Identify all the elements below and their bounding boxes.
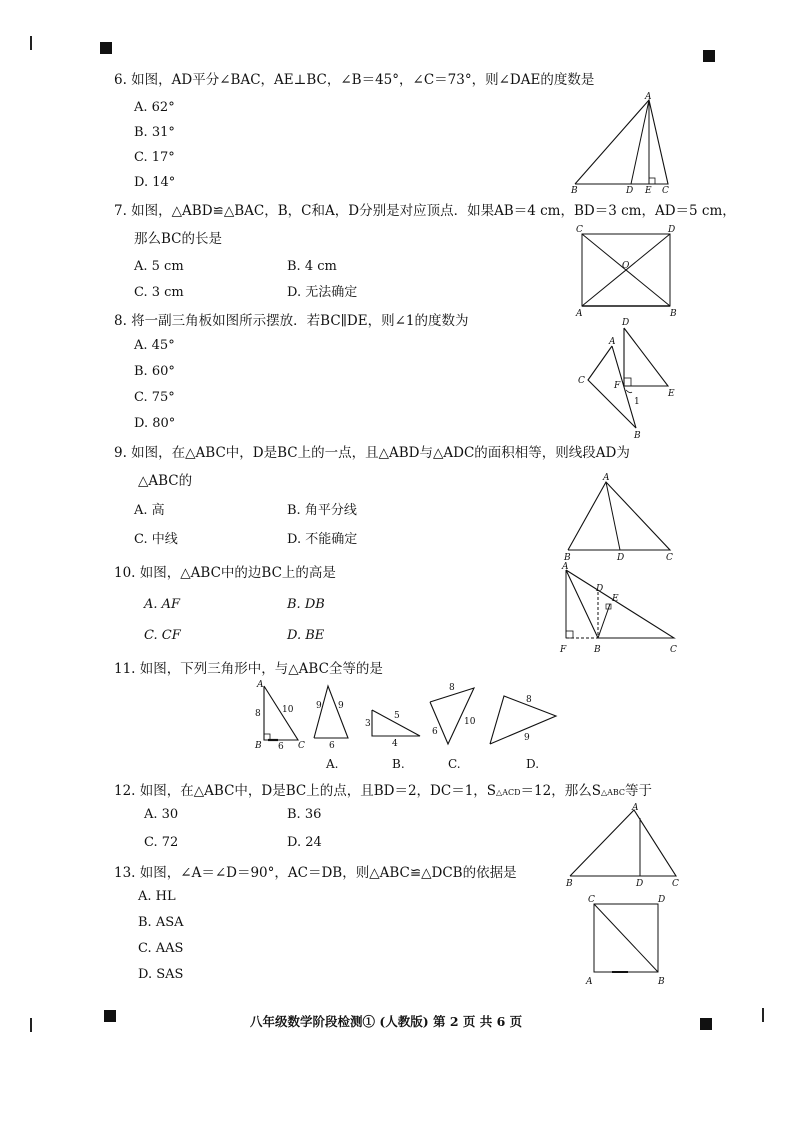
question-10-option-d[interactable]: D. BE <box>287 628 325 643</box>
question-7-figure <box>570 222 682 318</box>
question-8-option-a[interactable]: A. 45° <box>134 338 175 353</box>
fig9-label-a: A <box>603 473 610 483</box>
fig11-b-side-left: 3 <box>365 719 371 729</box>
question-13-option-b[interactable]: B. ASA <box>138 915 184 930</box>
question-7-option-c[interactable]: C. 3 cm <box>134 285 184 300</box>
fig10-label-c: C <box>670 645 677 655</box>
fig10-label-e: E <box>612 594 619 604</box>
fig11-b-side-top: 5 <box>394 711 400 721</box>
fig11-abc-side-6: 6 <box>278 742 284 752</box>
question-8-option-b[interactable]: B. 60° <box>134 364 175 379</box>
edge-tick-top-left <box>30 36 32 50</box>
question-10-stem: 10. 如图，△ABC中的边BC上的高是 <box>114 565 336 581</box>
question-12-option-b[interactable]: B. 36 <box>287 807 322 822</box>
question-12-subscript-abc: △ABC <box>600 788 626 797</box>
question-6-option-a[interactable]: A. 62° <box>134 100 175 115</box>
question-12-figure <box>562 804 688 890</box>
fig7-label-b: B <box>670 309 677 319</box>
fig10-label-a: A <box>562 562 569 572</box>
fig9-label-d: D <box>617 553 625 563</box>
fig11-abc-side-10: 10 <box>282 705 294 715</box>
question-11-stem: 11. 如图，下列三角形中，与△ABC全等的是 <box>114 661 383 677</box>
question-9-stem-continued: △ABC的 <box>138 473 193 489</box>
fig11-option-c-label: C. <box>448 757 461 771</box>
fig9-label-c: C <box>666 553 673 563</box>
registration-mark-bottom-left <box>104 1010 116 1022</box>
fig11-abc-label-a: A <box>257 680 264 690</box>
fig7-label-d: D <box>668 225 676 235</box>
fig10-label-b: B <box>594 645 601 655</box>
fig8-label-1: 1 <box>634 397 640 407</box>
question-7-option-a[interactable]: A. 5 cm <box>134 259 184 274</box>
question-10-option-c[interactable]: C. CF <box>144 628 181 643</box>
fig6-label-a: A <box>645 92 652 102</box>
fig7-label-o: O <box>622 261 630 271</box>
fig11-c-side-top: 8 <box>449 683 455 693</box>
fig12-label-a: A <box>632 803 639 813</box>
question-12-stem <box>114 781 652 803</box>
fig8-label-d: D <box>622 318 630 328</box>
question-9-figure <box>560 472 678 564</box>
question-10-figure <box>556 560 684 656</box>
fig8-label-a: A <box>609 337 616 347</box>
fig7-label-a: A <box>576 309 583 319</box>
edge-tick-bottom-right <box>762 1008 764 1022</box>
fig11-option-d-label: D. <box>526 757 540 771</box>
fig11-option-b-label: B. <box>392 757 405 771</box>
question-9-option-d[interactable]: D. 不能确定 <box>287 532 358 547</box>
fig13-label-d: D <box>658 895 666 905</box>
fig11-abc-side-8: 8 <box>255 709 261 719</box>
question-10-option-b[interactable]: B. DB <box>287 597 325 612</box>
fig12-label-b: B <box>566 879 573 889</box>
fig6-label-d: D <box>626 186 634 196</box>
fig11-a-side-bottom: 6 <box>329 741 335 751</box>
question-9-option-c[interactable]: C. 中线 <box>134 532 178 547</box>
fig7-label-c: C <box>576 225 583 235</box>
question-7-stem-continued: 那么BC的长是 <box>134 231 223 247</box>
question-6-figure <box>565 92 675 196</box>
question-7-option-b[interactable]: B. 4 cm <box>287 259 337 274</box>
fig11-a-side-right: 9 <box>338 701 344 711</box>
question-9-option-b[interactable]: B. 角平分线 <box>287 503 357 518</box>
page-footer: 八年级数学阶段检测① (人教版) 第 2 页 共 6 页 <box>250 1014 523 1029</box>
fig8-label-c: C <box>578 376 585 386</box>
question-8-stem: 8. 将一副三角板如图所示摆放．若BC∥DE，则∠1的度数为 <box>114 313 469 329</box>
fig11-d-side-top: 8 <box>526 695 532 705</box>
question-8-option-d[interactable]: D. 80° <box>134 416 176 431</box>
question-12-subscript-acd: △ACD <box>496 788 521 797</box>
question-8-figure <box>568 316 680 442</box>
question-8-option-c[interactable]: C. 75° <box>134 390 175 405</box>
question-13-figure <box>582 890 672 986</box>
question-11-figure <box>252 678 564 774</box>
fig11-c-side-left: 6 <box>432 727 438 737</box>
fig8-label-e: E <box>668 389 675 399</box>
fig10-label-d: D <box>596 584 604 594</box>
fig6-label-e: E <box>645 186 652 196</box>
fig8-label-f: F <box>614 381 621 391</box>
fig13-label-c: C <box>588 895 595 905</box>
question-12-stem-mid: ＝12，那么S <box>520 783 601 799</box>
question-12-option-c[interactable]: C. 72 <box>144 835 179 850</box>
fig11-option-a-label: A. <box>326 757 339 771</box>
fig10-label-f: F <box>560 645 567 655</box>
question-13-option-a[interactable]: A. HL <box>138 889 176 904</box>
question-9-option-a[interactable]: A. 高 <box>134 503 165 518</box>
registration-mark-bottom-right <box>700 1018 712 1030</box>
registration-mark-top-left <box>100 42 112 54</box>
question-9-stem: 9. 如图，在△ABC中，D是BC上的一点，且△ABD与△ADC的面积相等，则线段AD为 <box>114 445 630 461</box>
fig9-label-b: B <box>564 553 571 563</box>
question-12-option-a[interactable]: A. 30 <box>144 807 179 822</box>
fig13-label-b: B <box>658 977 665 987</box>
edge-tick-bottom-left <box>30 1018 32 1032</box>
question-10-option-a[interactable]: A. AF <box>144 597 181 612</box>
question-7-stem: 7. 如图，△ABD≌△BAC，B，C和A，D分别是对应顶点．如果AB＝4 cm，BD＝3 cm，AD＝5 cm， <box>114 203 736 219</box>
question-13-stem: 13. 如图，∠A＝∠D＝90°，AC＝DB，则△ABC≌△DCB的依据是 <box>114 865 517 881</box>
question-6-option-d[interactable]: D. 14° <box>134 175 176 190</box>
question-6-option-c[interactable]: C. 17° <box>134 150 175 165</box>
fig11-d-side-bottom: 9 <box>524 733 530 743</box>
question-13-option-d[interactable]: D. SAS <box>138 967 184 982</box>
fig12-label-c: C <box>672 879 679 889</box>
fig11-a-side-left: 9 <box>316 701 322 711</box>
fig8-label-b: B <box>634 431 641 441</box>
fig6-label-c: C <box>662 186 669 196</box>
fig13-label-a: A <box>586 977 593 987</box>
fig11-c-side-right: 10 <box>464 717 476 727</box>
fig11-abc-label-c: C <box>298 741 305 751</box>
registration-mark-top-right <box>703 50 715 62</box>
question-12-stem-end: 等于 <box>625 783 653 799</box>
question-12-stem-start: 12. 如图，在△ABC中，D是BC上的点，且BD＝2，DC＝1，S <box>114 783 497 799</box>
fig11-b-side-bottom: 4 <box>392 739 398 749</box>
question-6-stem: 6. 如图，AD平分∠BAC，AE⊥BC，∠B＝45°，∠C＝73°，则∠DAE的度数是 <box>114 72 595 88</box>
question-7-option-d[interactable]: D. 无法确定 <box>287 285 358 300</box>
question-13-option-c[interactable]: C. AAS <box>138 941 184 956</box>
question-6-option-b[interactable]: B. 31° <box>134 125 175 140</box>
question-12-option-d[interactable]: D. 24 <box>287 835 322 850</box>
fig6-label-b: B <box>571 186 578 196</box>
fig12-label-d: D <box>636 879 644 889</box>
fig11-abc-label-b: B <box>255 741 262 751</box>
